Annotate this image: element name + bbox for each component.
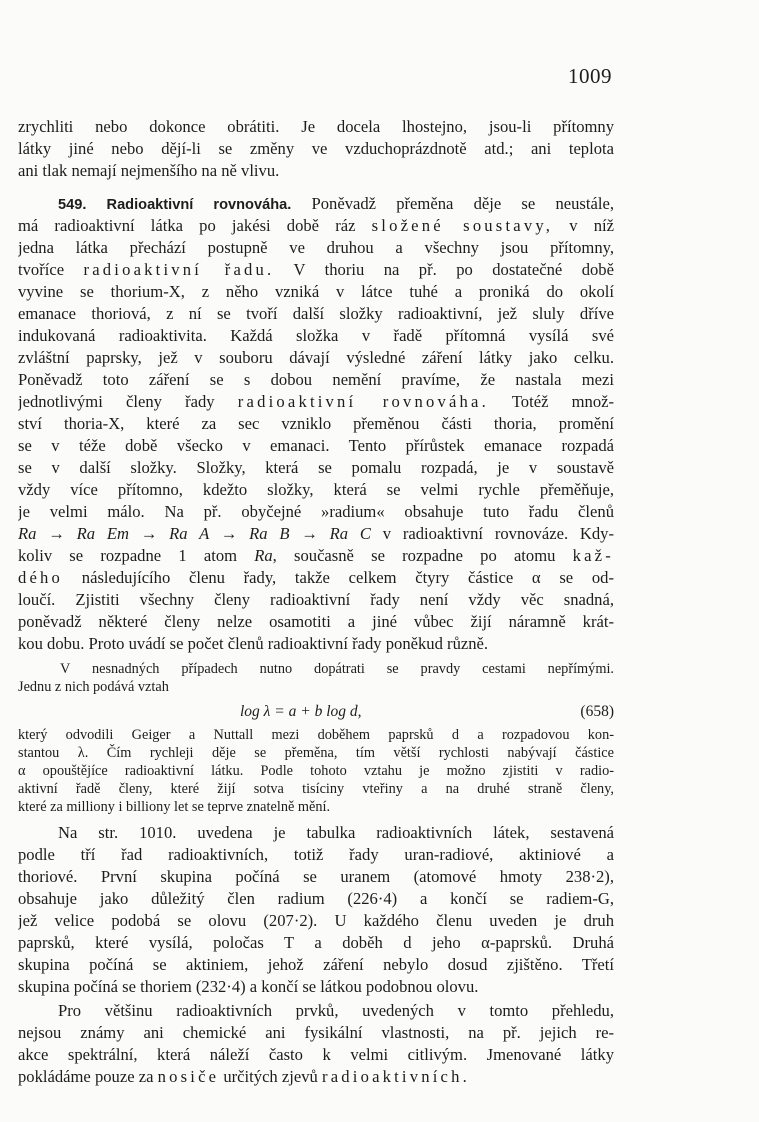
text-line: jedna látka přechází postupně ve druhou a všechny jsou přítomny,	[18, 238, 614, 257]
text-line: skupina počíná se thoriem (232·4) a končí se látkou podobnou olovu.	[18, 977, 479, 996]
text-line: který odvodili Geiger a Nuttall mezi doběhem paprsků d a rozpadovou kon-	[18, 727, 614, 743]
equation-number: (658)	[580, 703, 614, 720]
text-line: koliv se rozpadne 1 atom Ra, současně se rozpadne po atomu kaž-	[18, 546, 614, 565]
text-line: se v téže době všecko v emanaci. Tento přírůstek emanace rozpadá	[18, 436, 614, 455]
text-line: má radioaktivní látka po jakési době ráz složené soustavy, v níž	[18, 216, 614, 235]
text-line: zrychliti nebo dokonce obrátiti. Je docela lhostejno, jsou-li přítomny	[18, 117, 614, 136]
text-line: loučí. Zjistiti všechny členy radioaktivní řady není vždy věc snadná,	[18, 590, 614, 609]
text-line: zvláštní paprsky, jež v souboru dávají výsledné záření látky jako celku.	[18, 348, 614, 367]
section-radioactive-equilibrium	[18, 193, 614, 655]
equation-expression: log λ = a + b log d,	[240, 703, 362, 720]
small-print-intro	[18, 660, 614, 696]
text-line: V nesnadných případech nutno dopátrati se pravdy cestami nepřímými.	[60, 661, 614, 677]
text-line: tvoříce radioaktivní řadu. V thoriu na př. po dostatečné době	[18, 260, 614, 279]
text-line: emanace thoriová, z ní se tvoří další složky radioaktivní, jež sluly dříve	[18, 304, 614, 323]
top-paragraph	[18, 116, 614, 182]
text-line: pokládáme pouze za nosiče určitých zjevů radioaktivních.	[18, 1067, 470, 1086]
text-line: Poněvadž toto záření se s dobou nemění pravíme, že nastala mezi	[18, 370, 614, 389]
text-line: podle tří řad radioaktivních, totiž řady uran-radiové, aktiniové a	[18, 845, 614, 864]
text-line: dého následujícího členu řady, takže celkem čtyry částice α se od-	[18, 568, 614, 587]
text-line: Jednu z nich podává vztah	[18, 679, 169, 695]
text-line: aktivní řadě členy, které žijí sotva tisíciny vteřiny a na druhé straně členy,	[18, 781, 614, 797]
text-line: ani tlak nemají nejmenšího na ně vlivu.	[18, 161, 280, 180]
text-line: jež velice podobá se olovu (207·2). U každého členu uveden je druh	[18, 911, 614, 930]
spaced-emphasis: radioaktivních.	[321, 1067, 470, 1086]
page-number: 1009	[568, 64, 612, 88]
table-description-paragraph	[18, 822, 614, 998]
text-line: kou dobu. Proto uvádí se počet členů radioaktivní řady poněkud různě.	[18, 634, 489, 653]
text-line: 549. Radioaktivní rovnováha. Poněvadž přeměna děje se neustále,	[58, 194, 614, 213]
text-line: Na str. 1010. uvedena je tabulka radioaktivních látek, sestavená	[58, 823, 614, 842]
spaced-emphasis: složené soustavy,	[371, 216, 554, 235]
section-heading: 549. Radioaktivní rovnováha.	[58, 197, 292, 213]
text-line: vyvine se thorium-X, z něho vzniká v látce tuhé a proniká do okolí	[18, 282, 614, 301]
text-line: obsahuje jako důležitý člen radium (226·4) a končí se radiem-G,	[18, 889, 614, 908]
text-line: vždy více přítomno, kdežto složky, která se velmi rychle přeměňuje,	[18, 480, 614, 499]
closing-paragraph	[18, 1000, 614, 1088]
spaced-emphasis: radioaktivní rovnováha.	[237, 392, 489, 411]
decay-series-formula: Ra → Ra Em → Ra A → Ra B → Ra C	[18, 524, 371, 543]
spaced-emphasis: nosiče	[157, 1067, 220, 1086]
text-line: Pro většinu radioaktivních prvků, uvedených v tomto přehledu,	[58, 1001, 614, 1020]
text-line: thoriové. První skupina počíná se uranem (atomové hmoty 238·2),	[18, 867, 614, 886]
text-line: které za milliony i billiony let se teprve znatelně mění.	[18, 799, 331, 815]
spaced-emphasis: kaž-	[572, 546, 614, 565]
text-line: nejsou známy ani chemické ani fysikální vlastnosti, na př. jejich re-	[18, 1023, 614, 1042]
text-line: Ra → Ra Em → Ra A → Ra B → Ra C v radioaktivní rovnováze. Kdy-	[18, 524, 614, 543]
spaced-emphasis: radioaktivní řadu.	[83, 260, 275, 279]
spaced-emphasis: dého	[18, 568, 64, 587]
text-line: stantou λ. Čím rychleji děje se přeměna, tím větší rychlosti nabývají částice	[18, 745, 614, 761]
text-line: α opouštějíce radioaktivní látku. Podle tohoto vztahu je možno zjistiti v radio-	[18, 763, 614, 779]
text-line: je velmi málo. Na př. obyčejné »radium« obsahuje tuto řadu členů	[18, 502, 614, 521]
small-print-after	[18, 726, 614, 816]
text-line: akce spektrální, která náleží často k velmi citlivým. Jmenované látky	[18, 1045, 614, 1064]
text-line: ství thoria-X, které za sec vzniklo přeměnou části thoria, promění	[18, 414, 614, 433]
text-line: se v další složky. Složky, která se pomalu rozpadá, je v soustavě	[18, 458, 614, 477]
text-line: poněvadž některé členy nelze osamotiti a jiné vůbec žijí náramně krát-	[18, 612, 614, 631]
text-line: látky jiné nebo dějí-li se změny ve vzduchoprázdnotě atd.; ani teplota	[18, 139, 614, 158]
text-line: indukovaná radioaktivita. Každá složka v řadě přítomná vysílá své	[18, 326, 614, 345]
text-line: jednotlivými členy řady radioaktivní rovnováha. Totéž množ-	[18, 392, 614, 411]
text-line: skupina počíná se aktiniem, jehož záření nebylo dosud zjištěno. Třetí	[18, 955, 614, 974]
equation-658	[18, 699, 614, 725]
text-line: paprsků, které vysílá, poločas T a doběh d jeho α-paprsků. Druhá	[18, 933, 614, 952]
